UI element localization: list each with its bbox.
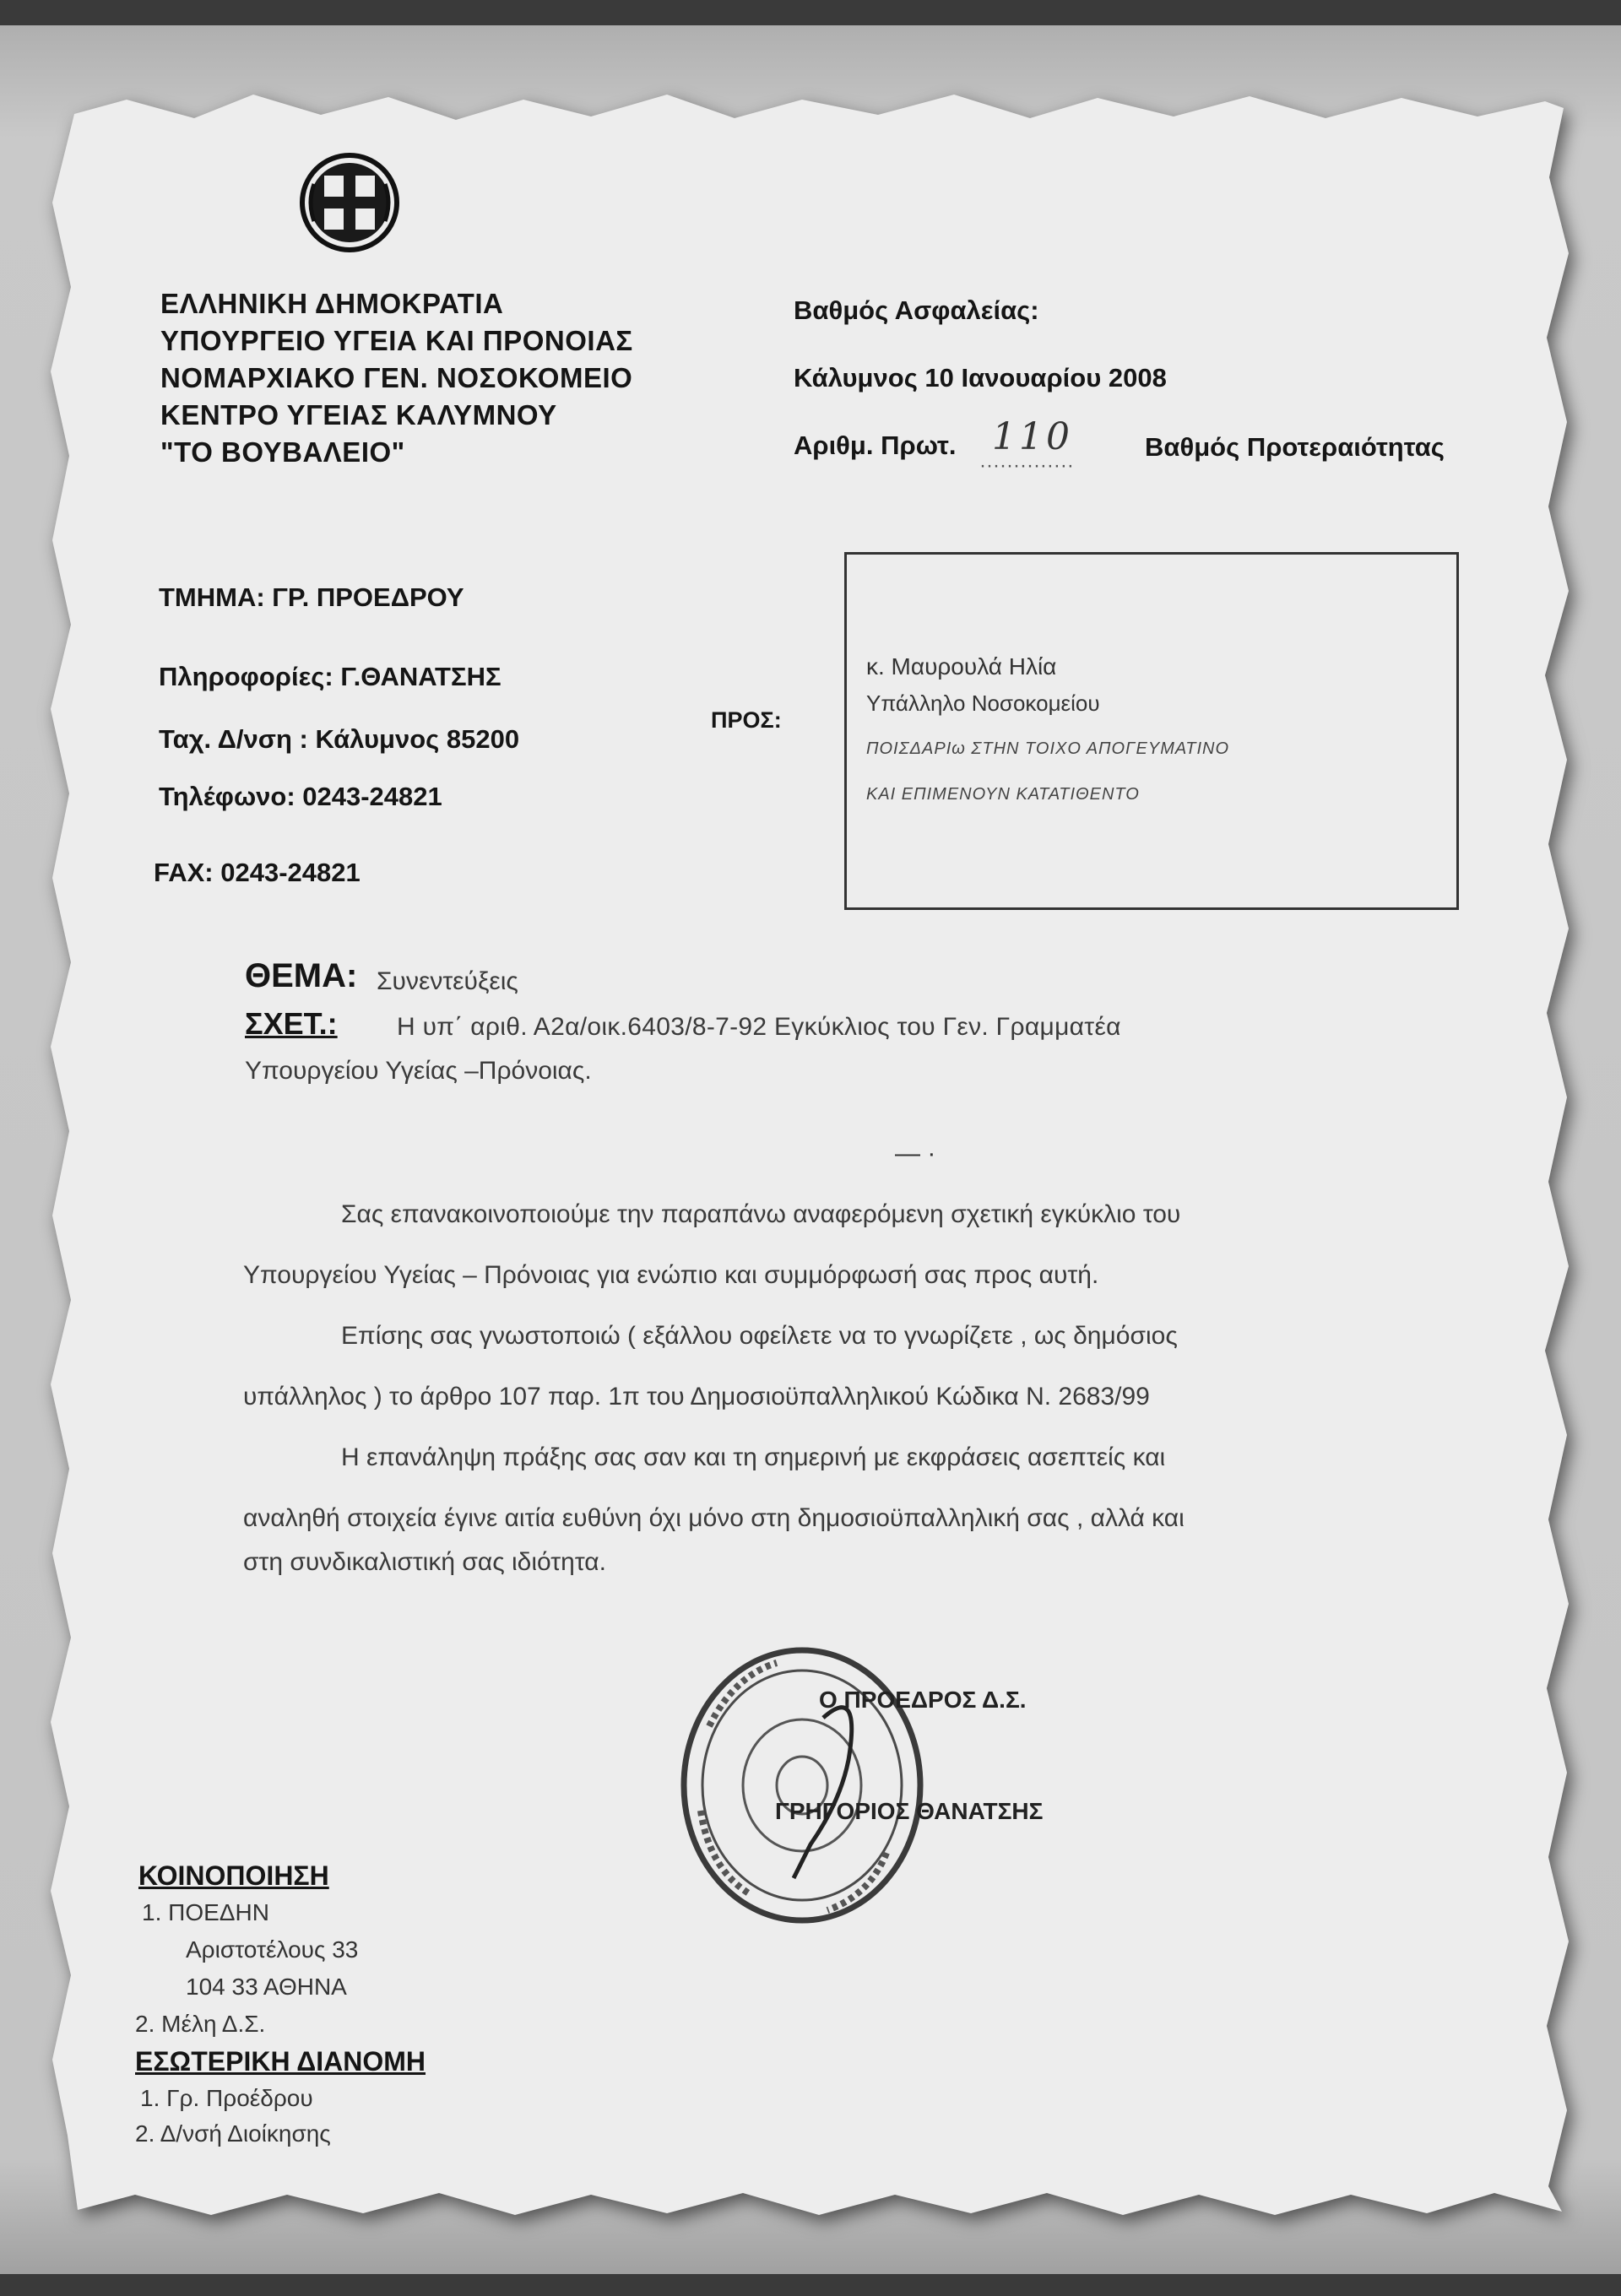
body-line-1: Σας επανακοινοποιούμε την παραπάνω αναφερόμενη σχετική εγκύκλιο του <box>341 1200 1181 1228</box>
cc-item-2: 2. Μέλη Δ.Σ. <box>135 2011 266 2037</box>
signature-name: ΓΡΗΓΟΡΙΟΣ ΘΑΝΑΤΣΗΣ <box>775 1798 1044 1824</box>
recipient-role: Υπάλληλο Νοσοκομείου <box>866 690 1100 716</box>
internal-item-2: 2. Δ/νσή Διοίκησης <box>135 2120 331 2147</box>
priority-level: Βαθμός Προτεραιότητας <box>1145 432 1445 462</box>
issuer-line-5: "ΤΟ ΒΟΥΒΑΛΕΙΟ" <box>160 436 405 468</box>
protocol-label: Αριθμ. Πρωτ. <box>794 430 957 460</box>
recipient-box <box>844 552 1459 910</box>
document-date: Κάλυμνος 10 Ιανουαρίου 2008 <box>794 363 1167 393</box>
recipient-name: κ. Μαυρουλά Ηλία <box>866 653 1057 680</box>
issuer-line-1: ΕΛΛΗΝΙΚΗ ΔΗΜΟΚΡΑΤΙΑ <box>160 288 504 319</box>
internal-item-1: 1. Γρ. Προέδρου <box>140 2085 313 2111</box>
signature-title: Ο ΠΡΟΕΔΡΟΣ Δ.Σ. <box>819 1687 1027 1713</box>
reference-line-1: Η υπ΄ αριθ. Α2α/οικ.6403/8-7-92 Εγκύκλιος του Γεν. Γραμματέα <box>397 1013 1121 1041</box>
reference-line-2: Υπουργείου Υγείας –Πρόνοιας. <box>245 1057 592 1085</box>
recipient-note-1: ΠΟΙΣΔΑΡΙω ΣΤΗΝ ΤΟΙΧΟ ΑΠΟΓΕΥΜΑΤΙΝΟ <box>866 739 1230 758</box>
official-stamp-icon <box>675 1625 954 1929</box>
issuer-line-4: ΚΕΝΤΡΟ ΥΓΕΙΑΣ ΚΑΛΥΜΝΟΥ <box>160 399 557 430</box>
issuer-line-3: ΝΟΜΑΡΧΙΑΚΟ ΓΕΝ. ΝΟΣΟΚΟΜΕΙΟ <box>160 362 633 393</box>
internal-distribution-heading: ΕΣΩΤΕΡΙΚΗ ΔΙΑΝΟΜΗ <box>135 2046 426 2077</box>
protocol-number: 110 <box>992 415 1073 458</box>
reference-label: ΣΧΕΤ.: <box>245 1006 338 1041</box>
cc-item-1-city: 104 33 ΑΘΗΝΑ <box>186 1974 347 2000</box>
body-line-3: Επίσης σας γνωστοποιώ ( εξάλλου οφείλετε να το γνωρίζετε , ως δημόσιος <box>341 1322 1178 1350</box>
security-level: Βαθμός Ασφαλείας: <box>794 295 1039 325</box>
postal-address: Ταχ. Δ/νση : Κάλυμνος 85200 <box>159 724 520 754</box>
recipient-note-2: ΚΑΙ ΕΠΙΜΕΝΟΥΝ ΚΑΤΑΤΙΘΕΝΤΟ <box>866 785 1140 804</box>
greek-emblem-icon <box>297 150 402 255</box>
to-label: ΠΡΟΣ: <box>711 707 782 733</box>
phone: Τηλέφωνο: 0243-24821 <box>159 782 442 811</box>
protocol-dots: ·············· <box>979 454 1074 477</box>
body-line-4: υπάλληλος ) το άρθρο 107 παρ. 1π του Δημοσιοϋπαλληλικού Κώδικα Ν. 2683/99 <box>243 1383 1150 1411</box>
body-line-6: αναληθή στοιχεία έγινε αιτία ευθύνη όχι μόνο στη δημοσιοϋπαλληλική σας , αλλά και <box>243 1504 1185 1532</box>
fax: FAX: 0243-24821 <box>154 858 361 887</box>
body-line-7: στη συνδικαλιστική σας ιδιότητα. <box>243 1548 606 1576</box>
cc-heading: ΚΟΙΝΟΠΟΙΗΣΗ <box>138 1860 329 1891</box>
subject-text: Συνεντεύξεις <box>377 967 518 995</box>
cc-item-1-street: Αριστοτέλους 33 <box>186 1936 359 1963</box>
info-contact: Πληροφορίες: Γ.ΘΑΝΑΤΣΗΣ <box>159 662 501 691</box>
subject-label: ΘΕΜΑ: <box>245 957 358 994</box>
body-line-2: Υπουργείου Υγείας – Πρόνοιας για ενώπιο και συμμόρφωσή σας προς αυτή. <box>243 1261 1099 1289</box>
divider: — · <box>895 1140 936 1167</box>
issuer-line-2: ΥΠΟΥΡΓΕΙΟ ΥΓΕΙΑ ΚΑΙ ΠΡΟΝΟΙΑΣ <box>160 325 633 356</box>
body-line-5: Η επανάληψη πράξης σας σαν και τη σημερινή με εκφράσεις ασεπτείς και <box>341 1443 1166 1471</box>
department: ΤΜΗΜΑ: ΓΡ. ΠΡΟΕΔΡΟΥ <box>159 582 464 612</box>
cc-item-1: 1. ΠΟΕΔΗΝ <box>142 1899 269 1925</box>
